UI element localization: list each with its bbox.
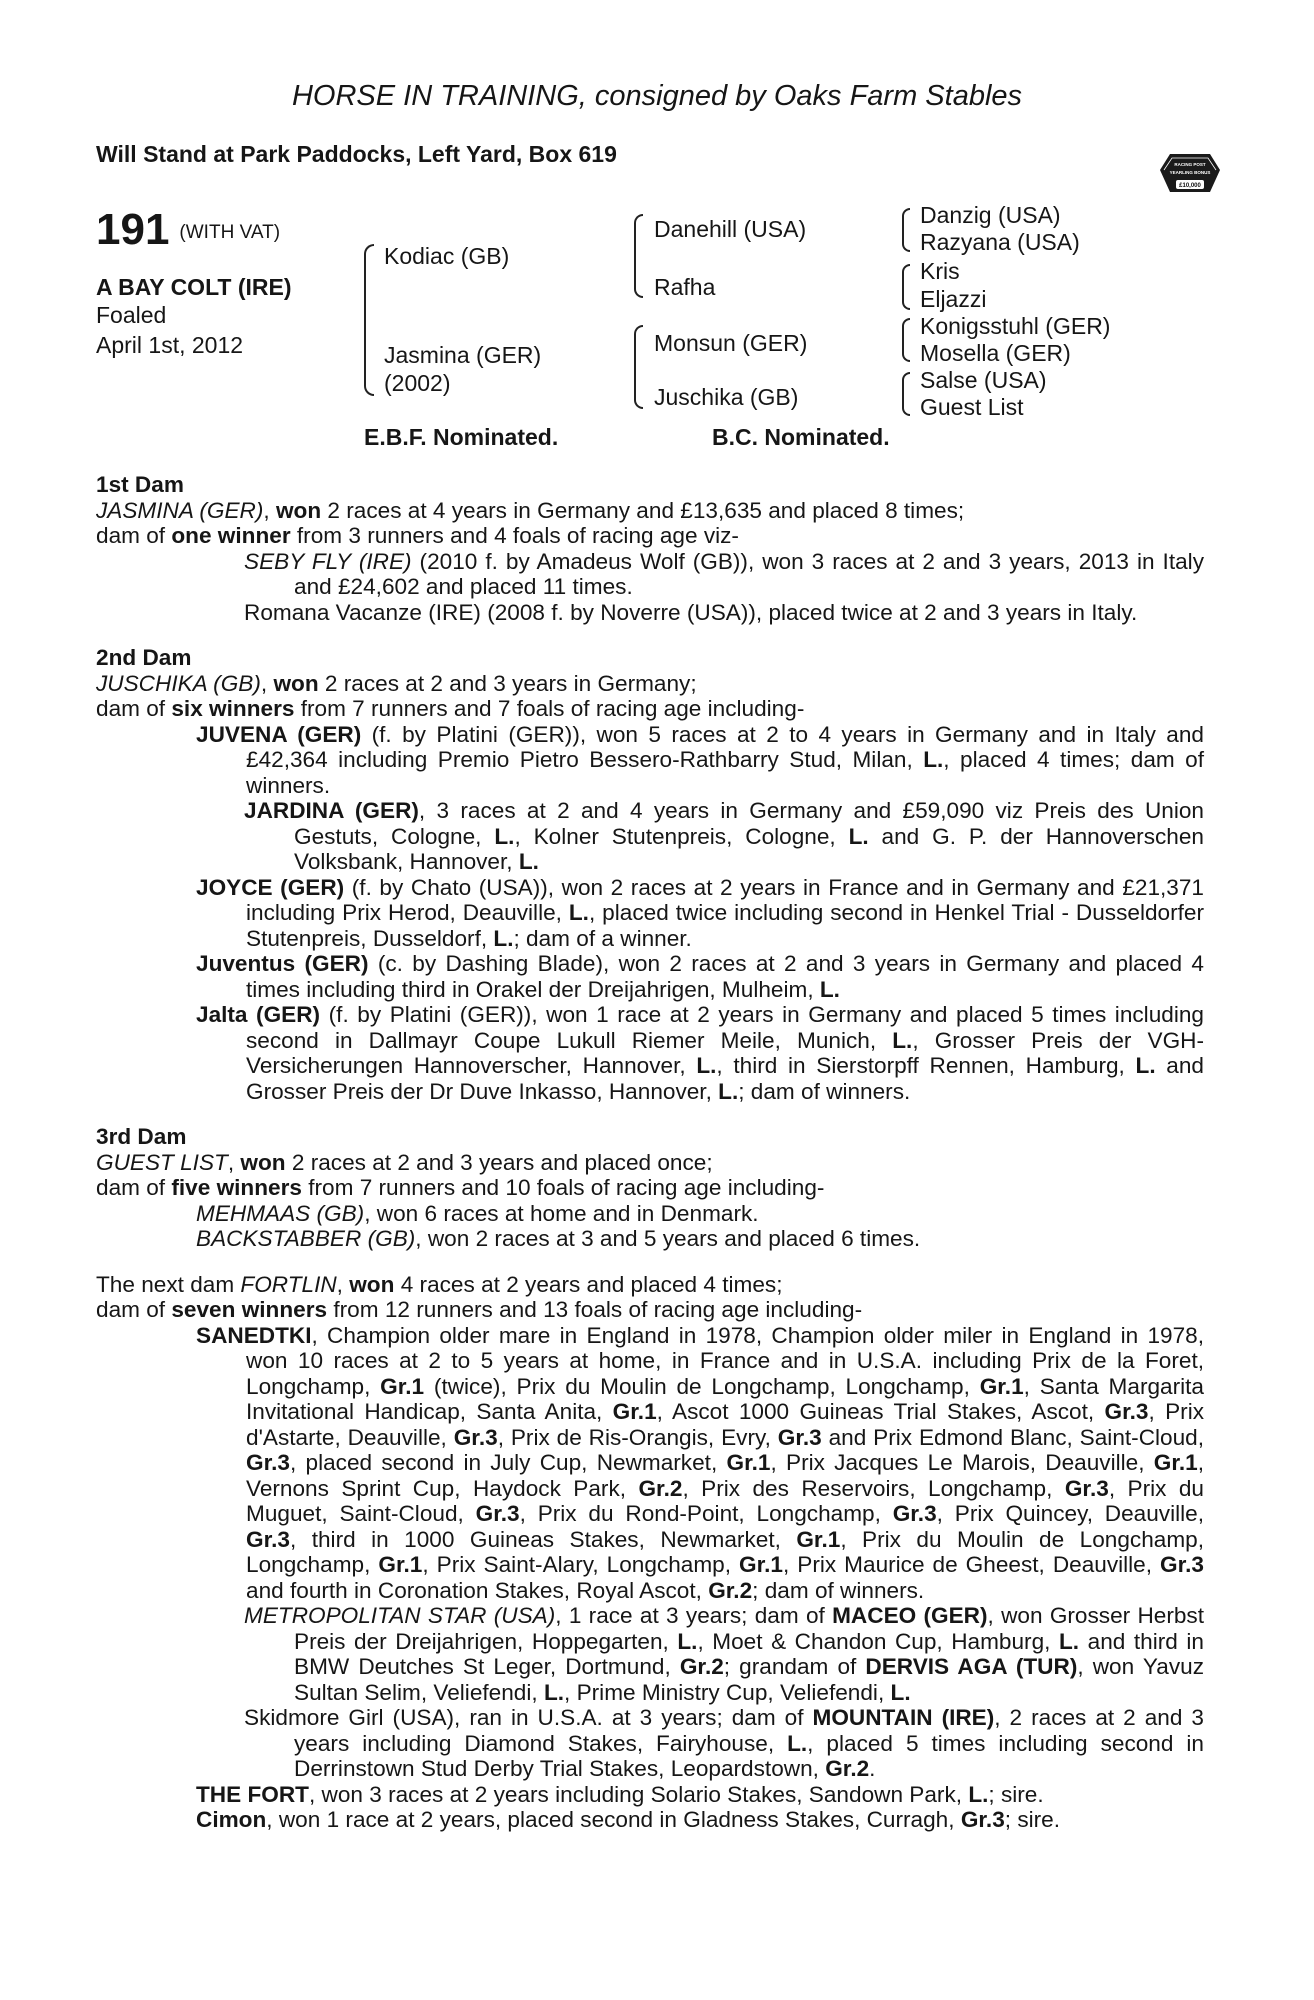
produce-entry: Cimon, won 1 race at 2 years, placed second in Gladness Stakes, Curragh, Gr.3; sire.	[196, 1807, 1061, 1832]
produce-entry: Skidmore Girl (USA), ran in U.S.A. at 3 years; dam of MOUNTAIN (IRE), 2 races at 2 and 3 years including Diamond Stakes, Fairyhouse, L., placed 5 times including second in Derrinstown Stud Derby Trial Stakes, Leopardstown, Gr.2.	[244, 1705, 1204, 1781]
lot-number: 191	[96, 205, 170, 254]
pedigree-g5: Konigsstuhl (GER)	[920, 313, 1111, 339]
foaled-info	[96, 300, 243, 360]
pedigree-dam-dam: Juschika (GB)	[654, 384, 799, 410]
produce-entry: SEBY FLY (IRE) (2010 f. by Amadeus Wolf (GB)), won 3 races at 2 and 3 years, 2013 in Italy and £24,602 and placed 11 times.	[244, 548, 1204, 599]
lot-number-row	[96, 205, 281, 254]
third-dam-section	[96, 1124, 1204, 1252]
second-dam-produce-summary: dam of six winners from 7 runners and 7 foals of racing age including-	[96, 696, 805, 721]
next-dam-section	[96, 1272, 1204, 1833]
pedigree-brace-g3	[902, 318, 910, 362]
vat-label: (WITH VAT)	[179, 222, 281, 243]
first-dam-section	[96, 472, 1204, 625]
produce-entry: SANEDTKI, Champion older mare in England in 1978, Champion older miler in England in 1978, won 10 races at 2 to 5 years at home, in France and in U.S.A. including Prix de la Foret, Longchamp, Gr.1 (twice), Prix du Moulin de Longchamp, Longchamp, Gr.1, Santa Margarita Invitational Handicap, Santa Anita, Gr.1, Ascot 1000 Guineas Trial Stakes, Ascot, Gr.3, Prix d'Astarte, Deauville, Gr.3, Prix de Ris-Orangis, Evry, Gr.3 and Prix Edmond Blanc, Saint-Cloud, Gr.3, placed second in July Cup, Newmarket, Gr.1, Prix Jacques Le Marois, Deauville, Gr.1, Vernons Sprint Cup, Haydock Park, Gr.2, Prix des Reservoirs, Longchamp, Gr.3, Prix du Muguet, Saint-Cloud, Gr.3, Prix du Rond-Point, Longchamp, Gr.3, Prix Quincey, Deauville, Gr.3, third in 1000 Guineas Stakes, Newmarket, Gr.1, Prix du Moulin de Longchamp, Longchamp, Gr.1, Prix Saint-Alary, Longchamp, Gr.1, Prix Maurice de Gheest, Deauville, Gr.3 and fourth in Coronation Stakes, Royal Ascot, Gr.2; dam of winners.	[196, 1322, 1205, 1603]
ebf-nominated: E.B.F. Nominated.	[364, 424, 559, 450]
next-dam-record: The next dam FORTLIN, won 4 races at 2 years and placed 4 times;	[96, 1271, 783, 1297]
third-dam-heading: 3rd Dam	[96, 1124, 187, 1149]
pedigree-g4: Eljazzi	[920, 286, 987, 312]
pedigree-dam-year: (2002)	[384, 370, 451, 396]
produce-entry: Juventus (GER) (c. by Dashing Blade), won 2 races at 2 and 3 years in Germany and placed 4 times including third in Orakel der Dreijahrigen, Mulheim, L.	[196, 951, 1204, 1002]
racing-post-bonus-logo	[1156, 148, 1224, 198]
pedigree-sire-sire: Danehill (USA)	[654, 216, 807, 242]
pedigree-sire: Kodiac (GB)	[384, 243, 510, 269]
third-dam-produce-summary: dam of five winners from 7 runners and 10 foals of racing age including-	[96, 1175, 825, 1200]
first-dam-record: JASMINA (GER), won 2 races at 4 years in Germany and £13,635 and placed 8 times;	[96, 497, 965, 523]
pedigree-g8: Guest List	[920, 394, 1024, 420]
next-dam-produce-summary: dam of seven winners from 12 runners and 13 foals of racing age including-	[96, 1297, 863, 1322]
foaled-date: April 1st, 2012	[96, 332, 244, 358]
pedigree-g6: Mosella (GER)	[920, 340, 1071, 366]
produce-entry: Jalta (GER) (f. by Platini (GER)), won 1 race at 2 years in Germany and placed 5 times including second in Dallmayr Coupe Lukull Riemer Meile, Munich, L., Grosser Preis der VGH-Versicherungen Hannoverscher, Hannover, L., third in Sierstorpff Rennen, Hamburg, L. and Grosser Preis der Dr Duve Inkasso, Hannover, L.; dam of winners.	[196, 1002, 1204, 1104]
third-dam-record: GUEST LIST, won 2 races at 2 and 3 years and placed once;	[96, 1149, 713, 1175]
produce-entry: JUVENA (GER) (f. by Platini (GER)), won 5 races at 2 to 4 years in Germany and in Italy and £42,364 including Premio Pietro Bessero-Rathbarry Stud, Milan, L., placed 4 times; dam of winners.	[196, 721, 1204, 798]
pedigree-dam: Jasmina (GER)	[384, 342, 542, 368]
foaled-label: Foaled	[96, 302, 167, 328]
second-dam-record: JUSCHIKA (GB), won 2 races at 2 and 3 years in Germany;	[96, 670, 697, 696]
produce-entry: METROPOLITAN STAR (USA), 1 race at 3 years; dam of MACEO (GER), won Grosser Herbst Preis der Dreijahrigen, Hoppegarten, L., Moet & Chandon Cup, Hamburg, L. and third in BMW Deutches St Leger, Dortmund, Gr.2; grandam of DERVIS AGA (TUR), won Yavuz Sultan Selim, Veliefendi, L., Prime Ministry Cup, Veliefendi, L.	[244, 1603, 1205, 1705]
pedigree-brace-main	[364, 244, 374, 396]
pedigree-brace-g1	[902, 208, 910, 252]
first-dam-heading: 1st Dam	[96, 472, 184, 497]
produce-entry: JOYCE (GER) (f. by Chato (USA)), won 2 races at 2 years in France and in Germany and £21,371 including Prix Herod, Deauville, L., placed twice including second in Henkel Trial - Dusseldorfer Stutenpreis, Dusseldorf, L.; dam of a winner.	[196, 874, 1204, 951]
lot-description: A BAY COLT (IRE)	[96, 274, 292, 300]
produce-entry: THE FORT, won 3 races at 2 years including Solario Stakes, Sandown Park, L.; sire.	[196, 1781, 1044, 1807]
first-dam-produce-summary: dam of one winner from 3 runners and 4 foals of racing age viz-	[96, 523, 739, 548]
produce-entry: MEHMAAS (GB), won 6 races at home and in Denmark.	[196, 1200, 759, 1226]
pedigree-brace-sire	[634, 214, 643, 298]
produce-entry: BACKSTABBER (GB), won 2 races at 3 and 5 years and placed 6 times.	[196, 1226, 921, 1251]
pedigree-g7: Salse (USA)	[920, 367, 1047, 393]
bc-nominated: B.C. Nominated.	[712, 424, 890, 450]
produce-entry: Romana Vacanze (IRE) (2008 f. by Noverre (USA)), placed twice at 2 and 3 years in Italy.	[244, 599, 1138, 625]
page-title: HORSE IN TRAINING, consigned by Oaks Farm Stables	[291, 80, 1023, 112]
produce-entry: JARDINA (GER), 3 races at 2 and 4 years in Germany and £59,090 viz Preis des Union Gestuts, Cologne, L., Kolner Stutenpreis, Cologne, L. and G. P. der Hannoverschen Volksbank, Hannover, L.	[244, 798, 1204, 874]
pedigree-sire-dam: Rafha	[654, 274, 716, 300]
pedigree-brace-g2	[902, 264, 910, 310]
pedigree-brace-dam	[634, 325, 643, 409]
pedigree-g1: Danzig (USA)	[920, 202, 1061, 228]
pedigree-g2: Razyana (USA)	[920, 229, 1080, 255]
pedigree-dam-sire: Monsun (GER)	[654, 330, 808, 356]
badge-bottom-text: £10,000	[1179, 183, 1201, 189]
pedigree-g3: Kris	[920, 258, 960, 284]
second-dam-heading: 2nd Dam	[96, 645, 192, 670]
badge-top-text: RACING POST	[1174, 162, 1206, 167]
stand-location: Will Stand at Park Paddocks, Left Yard, Box 619	[96, 141, 617, 167]
second-dam-section	[96, 645, 1204, 1104]
badge-mid-text: YEARLING BONUS	[1169, 170, 1211, 175]
catalogue-body	[96, 472, 1204, 1833]
pedigree-brace-g4	[902, 372, 910, 416]
